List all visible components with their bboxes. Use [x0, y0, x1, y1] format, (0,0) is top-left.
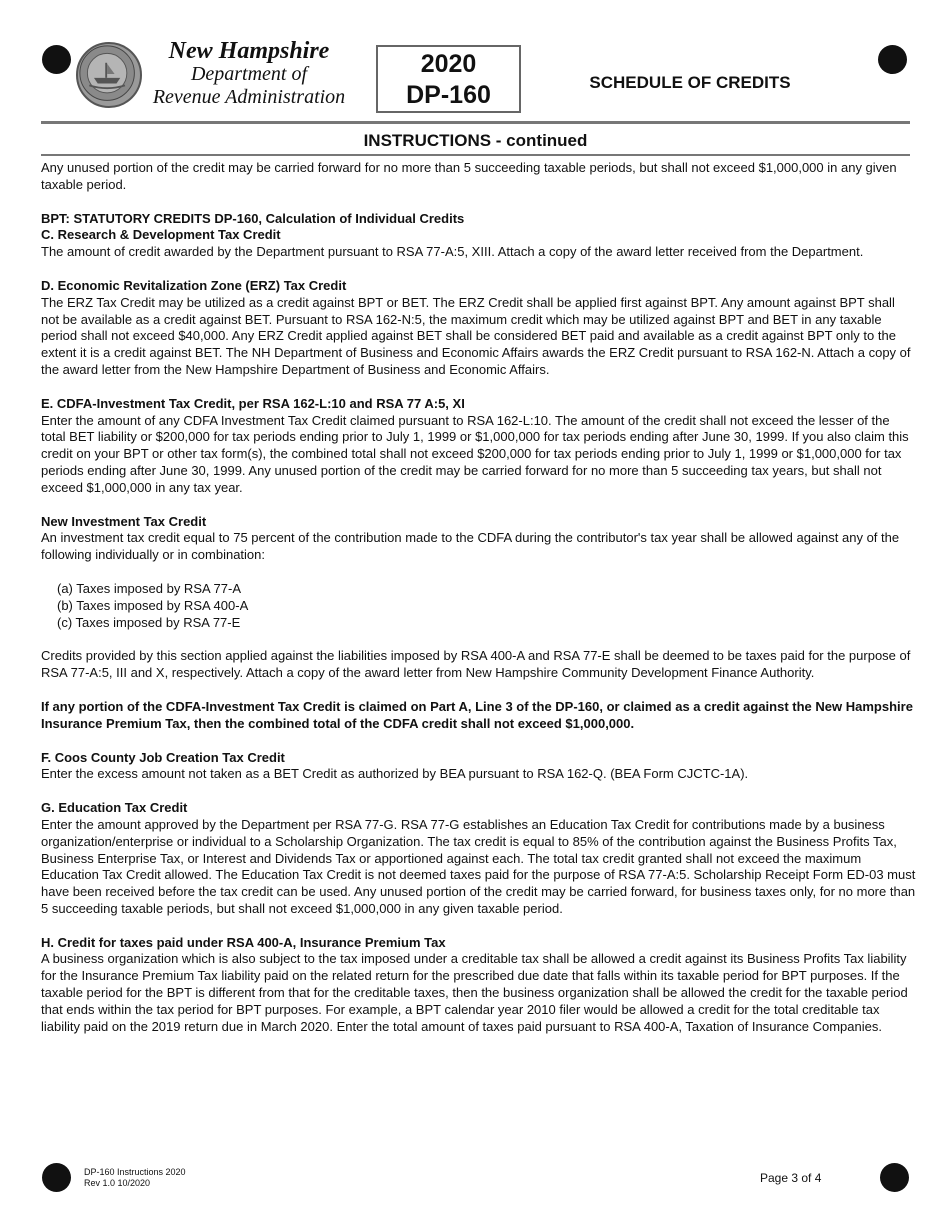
- list-item: (b) Taxes imposed by RSA 400-A: [57, 597, 249, 613]
- header-divider: [41, 121, 910, 124]
- registration-mark-top-left: [42, 45, 71, 74]
- section-c-text: The amount of credit awarded by the Department pursuant to RSA 77-A:5, XIII. Attach a copy of the award letter received from the Department.: [41, 244, 864, 260]
- section-g-text: Enter the amount approved by the Department per RSA 77-G. RSA 77-G establishes an Education Tax Credit for contributions made by a business organization/enterprise or individual to a Scholarship Organization. The tax credit is equal to 85% of the contribution against the Business Profits Tax, Business Enterprise Tax, or Interest and Dividends Tax or apportioned against each. The total tax credit granted shall not exceed the maximum Education Tax Credit allowed. The Education Tax Credit is not deemed taxes paid for the purpose of RSA 77-A:5. Scholarship Receipt Form ED-03 must have been received before the tax credit can be used. Any unused portion of the credit may be carried forward, for business taxes only, for no more than 5 succeeding taxable periods, but shall not exceed $1,000,000 in any given taxable period.: [41, 816, 916, 916]
- state-seal-icon: [76, 42, 142, 108]
- footer-doc-info: [84, 1167, 186, 1189]
- bpt-heading: BPT: STATUTORY CREDITS DP-160, Calculation of Individual Credits: [41, 210, 465, 226]
- page-number: Page 3 of 4: [760, 1171, 822, 1185]
- registration-mark-bottom-right: [880, 1163, 909, 1192]
- footer-doc-name: DP-160 Instructions 2020: [84, 1167, 186, 1177]
- section-f-text: Enter the excess amount not taken as a BET Credit as authorized by BEA pursuant to RSA 162-Q. (BEA Form CJCTC-1A).: [41, 766, 749, 782]
- section-d-text: The ERZ Tax Credit may be utilized as a credit against BPT or BET. The ERZ Credit shall be applied first against BPT. Any amount against BPT shall not be available as a credit against BET. Pursuant to RSA 162-N:5, the maximum credit which may be utilized against BPT and BET in any taxable period shall not exceed $40,000. Any ERZ Credit applied against BET shall be considered BET paid and available as a credit against BPT only to the extent it is a credit against BET. The NH Department of Business and Economic Affairs awards the ERZ Credit pursuant to RSA 162-N. Attach a copy of the award letter from the New Hampshire Department of Business and Economic Affairs.: [41, 294, 911, 377]
- section-divider: [41, 154, 910, 156]
- agency-division: Revenue Administration: [152, 86, 346, 108]
- section-g-heading: G. Education Tax Credit: [41, 800, 188, 816]
- instructions-body: [41, 160, 916, 1035]
- list-item: (a) Taxes imposed by RSA 77-A: [57, 580, 242, 596]
- form-number: DP-160: [406, 81, 491, 109]
- section-h-text: A business organization which is also subject to the tax imposed under a creditable tax shall be allowed a credit against its Business Profits Tax liability for the Insurance Premium Tax liability paid on the related return for the prescribed due date that falls within its taxable period for BPT purposes. If the taxable period for the BPT is different from that for the creditable taxes, then the business organization shall be allowed the credit for the taxable period that ends within the tax period for BPT purposes. For example, a BPT calendar year 2010 filer would be allowed a credit for the total creditable tax liability paid on the 2019 return due in March 2020. Enter the total amount of taxes paid pursuant to RSA 400-A, Taxation of Insurance Companies.: [41, 951, 908, 1034]
- list-item: (c) Taxes imposed by RSA 77-E: [57, 614, 241, 630]
- agency-department: Department of: [190, 63, 308, 85]
- section-e-text: Enter the amount of any CDFA Investment Tax Credit claimed pursuant to RSA 162-L:10. The amount of the credit shall not exceed the lesser of the total BET liability or $200,000 for tax periods ending prior to July 1, 1999 or $1,000,000 for tax periods ending after June 30, 1999. If you also claim this credit on your BPT or other tax form(s), the combined total shall not exceed $200,000 for tax periods ending prior to July 1, 1999 or $1,000,000 for tax periods ending after June 30, 1999. Any unused portion of the credit may be carried forward for no more than 5 succeeding tax years, but shall not exceed $1,000,000 in any tax year.: [41, 412, 909, 495]
- new-investment-text: An investment tax credit equal to 75 percent of the contribution made to the CDFA during the contributor's tax year shall be allowed against any of the following individually or in combination:: [41, 530, 900, 563]
- schedule-title: SCHEDULE OF CREDITS: [589, 73, 791, 92]
- section-title: INSTRUCTIONS - continued: [363, 131, 588, 150]
- section-c-heading: C. Research & Development Tax Credit: [41, 227, 281, 243]
- footer-revision: Rev 1.0 10/2020: [84, 1178, 151, 1188]
- registration-mark-bottom-left: [42, 1163, 71, 1192]
- form-year: 2020: [420, 50, 477, 78]
- intro-paragraph: Any unused portion of the credit may be carried forward for no more than 5 succeeding taxable periods, but shall not exceed $1,000,000 in any given taxable period.: [41, 160, 897, 192]
- section-e-heading: E. CDFA-Investment Tax Credit, per RSA 162-L:10 and RSA 77 A:5, XI: [41, 395, 465, 411]
- section-h-heading: H. Credit for taxes paid under RSA 400-A, Insurance Premium Tax: [41, 934, 446, 950]
- section-d-heading: D. Economic Revitalization Zone (ERZ) Tax Credit: [41, 277, 347, 293]
- credits-paragraph: Credits provided by this section applied against the liabilities imposed by RSA 400-A and RSA 77-E shall be deemed to be taxes paid for the purpose of RSA 77-A:5, III and X, respectively. Attach a copy of the award letter from New Hampshire Community Development Finance Authority.: [41, 648, 911, 681]
- form-id-box: [376, 45, 521, 113]
- agency-state: New Hampshire: [168, 38, 330, 64]
- new-investment-heading: New Investment Tax Credit: [41, 513, 207, 529]
- cdfa-limit-notice: If any portion of the CDFA-Investment Tax Credit is claimed on Part A, Line 3 of the DP-160, or claimed as a credit against the New Hampshire Insurance Premium Tax, then the combined total of the CDFA credit shall not exceed $1,000,000.: [41, 698, 913, 731]
- section-f-heading: F. Coos County Job Creation Tax Credit: [41, 749, 285, 765]
- registration-mark-top-right: [878, 45, 907, 74]
- agency-name: [140, 40, 358, 109]
